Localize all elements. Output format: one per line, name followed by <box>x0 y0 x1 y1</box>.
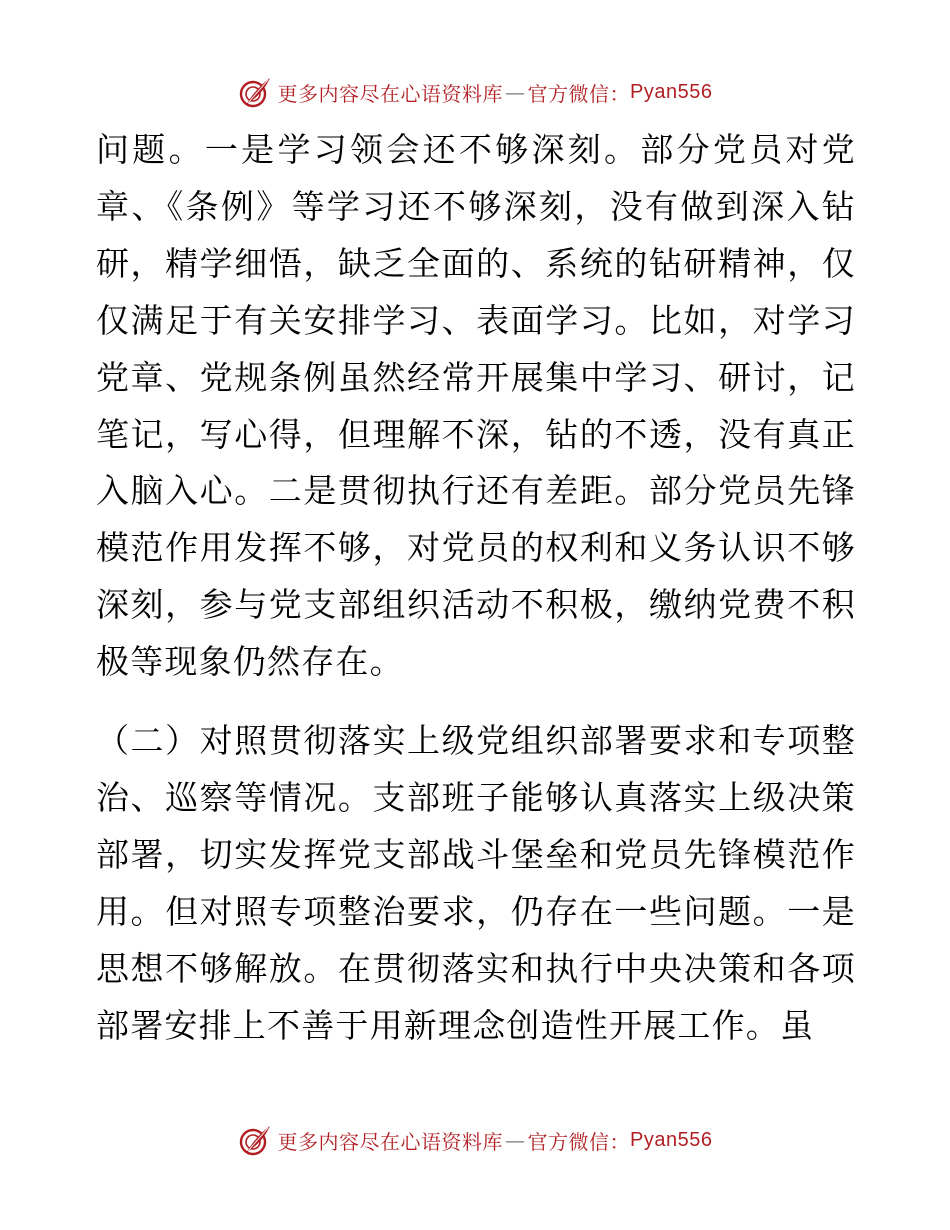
banner-wechat-id: Pyan556 <box>630 1128 713 1151</box>
feather-quill-logo-icon <box>238 75 272 109</box>
banner-main-text: 更多内容尽在心语资料库 <box>277 81 504 106</box>
paragraph-1: 问题。一是学习领会还不够深刻。部分党员对党章、《条例》等学习还不够深刻，没有做到深入钻研，精学细悟，缺乏全面的、系统的钻研精神，仅仅满足于有关安排学习、表面学习。比如，对学习党章、党规条例虽然经常开展集中学习、研讨，记笔记，写心得，但理解不深，钻的不透，没有真正入脑入心。二是贯彻执行还有差距。部分党员先锋模范作用发挥不够，对党员的权利和义务认识不够深刻，参与党支部组织活动不积极，缴纳党费不积极等现象仍然存在。 <box>96 130 856 682</box>
banner-wechat-label: 官方微信： <box>527 81 631 106</box>
banner-separator: — <box>505 80 526 104</box>
paragraph-2: （二）对照贯彻落实上级党组织部署要求和专项整治、巡察等情况。支部班子能够认真落实上级决策部署，切实发挥党支部战斗堡垒和党员先锋模范作用。但对照专项整治要求，仍存在一些问题。一是思想不够解放。在贯彻落实和执行中央决策和各项部署安排上不善于用新理念创造性开展工作。虽 <box>96 721 856 1045</box>
banner-main-text: 更多内容尽在心语资料库 <box>277 1129 504 1154</box>
banner-wechat-label: 官方微信： <box>527 1129 631 1154</box>
document-body <box>96 122 856 1055</box>
banner-wechat-id: Pyan556 <box>630 80 713 103</box>
header-banner <box>0 72 950 112</box>
footer-banner <box>0 1120 950 1160</box>
feather-quill-logo-icon <box>238 1123 272 1157</box>
banner-separator: — <box>505 1128 526 1152</box>
